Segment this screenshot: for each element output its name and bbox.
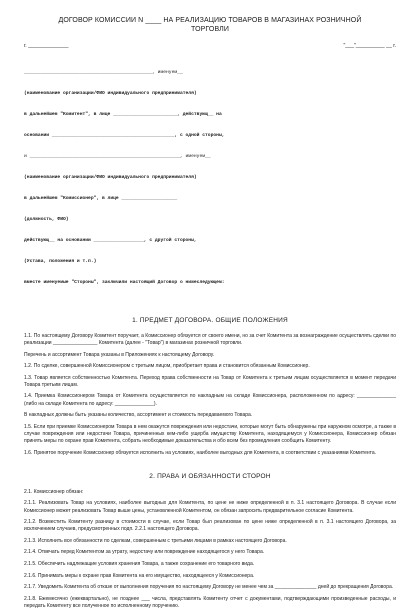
title-line-2: ТОРГОВЛИ	[191, 26, 229, 34]
paragraph: 2.1.4. Отвечать перед Комитентом за утрату, недостачу или повреждение находящегося у него Товара.	[24, 549, 265, 556]
parties-line: в дальнейшем "Комитент", в лице _______________________, действующ__ на	[24, 112, 222, 118]
parties-block	[24, 56, 396, 300]
parties-line: ______________________________________________, именуем__	[24, 70, 183, 76]
paragraph: 2.1.8. Ежемесячно (ежеквартально), не позднее ___ числа, представлять Комитенту отчет с документами, подтверждающими произведенные расходы, и передать Комитенту все полученное по исполненному поручению.	[24, 595, 396, 609]
section-1-body	[24, 333, 396, 457]
paragraph: 1.4. Приемка Комиссионером Товара от Комитента осуществляется по накладным на складе Комиссионера, расположенном по адресу: ______________ (либо на складе Комитента по адресу: ______________).	[24, 393, 396, 407]
place-field: г. ______________	[24, 42, 69, 49]
section-2-title: 2. ПРАВА И ОБЯЗАННОСТИ СТОРОН	[149, 472, 271, 480]
place-date-row	[24, 43, 396, 50]
parties-line: действующ__ на основании __________________, с другой стороны,	[24, 237, 197, 243]
date-field: "___"__________ __ г.	[343, 42, 396, 49]
parties-caption: (наименование организации/ФИО индивидуального предпринимателя)	[24, 91, 197, 97]
parties-line: в дальнейшем "Комиссионер", в лице ____________________	[24, 195, 178, 201]
section-1-title: 1. ПРЕДМЕТ ДОГОВОРА. ОБЩИЕ ПОЛОЖЕНИЯ	[132, 316, 288, 324]
paragraph: 2.1.7. Уведомить Комитента об отказе от выполнения поручения по настоящему Договору не менее чем за _______________ дней до прекращения Договора.	[24, 584, 394, 591]
parties-line: вместе именуемые "Стороны", заключили настоящий Договор о нижеследующем:	[24, 279, 225, 285]
parties-caption: (наименование организации/ФИО индивидуального предпринимателя)	[24, 174, 197, 180]
paragraph: Перечень и ассортимент Товара указаны в Приложениях к настоящему Договору.	[24, 351, 215, 358]
parties-line: основании ____________________________________________, с одной стороны,	[24, 133, 225, 139]
title-line-1: ДОГОВОР КОМИССИИ N ____ НА РЕАЛИЗАЦИЮ ТОВАРОВ В МАГАЗИНАХ РОЗНИЧНОЙ	[58, 17, 362, 24]
document-title	[24, 16, 396, 35]
paragraph: 2.1.6. Принимать меры к охране прав Комитента на его имущество, находящееся у Комиссионера.	[24, 572, 255, 579]
paragraph: В накладных должны быть указаны количество, ассортимент и стоимость передаваемого Товара.	[24, 412, 253, 419]
paragraph: 2.1. Комиссионер обязан:	[24, 488, 84, 495]
paragraph: 2.1.1. Реализовать Товар на условиях, наиболее выгодных для Комитента, по цене не ниже определенной в п. 3.1 настоящего Договора. В случае если Комиссионер может реализовать Товар выше цены, установленной Комитентом, он обязан запросить предварительное согласие Комитента.	[24, 500, 396, 514]
paragraph: 1.3. Товар является собственностью Комитента. Переход права собственности на Товар от Комитента к третьим лицам осуществляется в момент передачи Товара третьим лицам.	[24, 374, 396, 388]
paragraph: 2.1.3. Исполнить все обязанности по сделкам, совершенным с третьими лицами в рамках настоящего Договора.	[24, 537, 287, 544]
paragraph: 1.6. Принятое поручение Комиссионер обязуется исполнить на условиях, наиболее выгодных для Комитента, в соответствии с указаниями Комитента.	[24, 449, 377, 456]
paragraph: 2.1.5. Обеспечить надлежащие условия хранения Товара, а также сохранение его товарного вида.	[24, 561, 255, 568]
section-2-body	[24, 489, 396, 610]
paragraph: 2.1.2. Возместить Комитенту разницу в стоимости в случае, если Товар был реализован по цене ниже определенной в п. 3.1 настоящего Договора, за исключением случаев, предусмотренных подп. 2.2.1 настоящего Договора.	[24, 519, 396, 533]
paragraph: 1.2. По сделке, совершенной Комиссионером с третьим лицом, приобретает права и становится обязанным Комиссионер.	[24, 363, 310, 370]
parties-caption: (Устава, положения и т.п.)	[24, 258, 97, 264]
parties-line: и ______________________________________________________, именуем__	[24, 154, 211, 160]
paragraph: 1.1. По настоящему Договору Комитент поручает, а Комиссионер обязуется от своего имени, но за счет Комитента за вознаграждение осуществлять сделки по реализации ________________ Комитента (далее - "Товар") в магазинах розничной торговли.	[24, 332, 396, 347]
parties-caption: (должность, ФИО)	[24, 216, 69, 222]
paragraph: 1.5. Если при приемке Комиссионером Товара в нем окажутся повреждения или недостачи, которые могут быть обнаружены при наружном осмотре, а также в случае повреждения или недостачи Товара, причиненных кем-либо ущерба имуществу Комитента, находящемуся у Комиссионера, Комиссионер обязан принять меры по охране прав Комитента, собрать необходимые доказательства и обо всем без промедления сообщить Комитенту.	[24, 423, 396, 444]
